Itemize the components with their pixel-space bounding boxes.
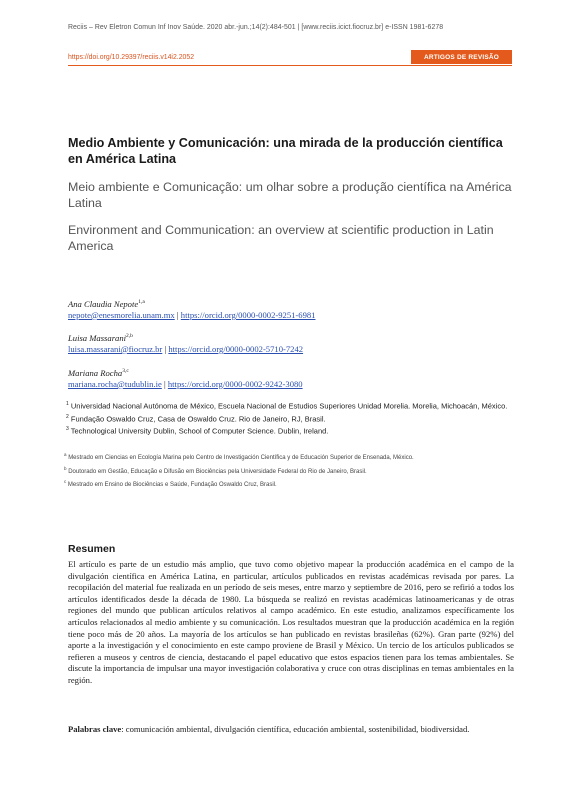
author-superscript: 3,c	[122, 368, 129, 374]
note-text: Mestrado em Ensino de Biociências e Saúde, Fundação Oswaldo Cruz, Brasil.	[67, 482, 277, 488]
abstract-heading: Resumen	[68, 543, 116, 555]
author-orcid-link[interactable]: https://orcid.org/0000-0002-9242-3080	[167, 378, 303, 389]
author-name: Ana Claudia Nepote	[68, 298, 139, 309]
affiliations	[64, 399, 512, 437]
note-superscript: b	[64, 465, 67, 471]
author-notes	[64, 450, 512, 491]
affiliation-superscript: 2	[66, 413, 69, 420]
author-block	[68, 331, 518, 355]
note-item	[64, 450, 512, 464]
header-rule	[68, 65, 512, 66]
affiliation-superscript: 3	[66, 426, 69, 432]
affiliation-item	[64, 412, 512, 425]
author-block	[68, 366, 518, 390]
title-english: Environment and Communication: an overview at scientific production in Latin America	[68, 223, 494, 253]
note-superscript: c	[64, 479, 67, 484]
affiliation-item	[64, 399, 512, 412]
author-email-link[interactable]: luisa.massarani@fiocruz.br	[68, 343, 163, 354]
note-item	[64, 464, 512, 478]
note-text: Mestrado em Ciencias en Ecología Marina pelo Centro de Investigación Científica y de Educación Superior de Ensenada, México.	[68, 455, 414, 461]
separator: |	[164, 343, 167, 354]
section-badge: ARTIGOS DE REVISÃO	[411, 50, 512, 64]
abstract-body: El artículo es parte de un estudio más amplio, que tuvo como objetivo mapear la producción académica en el campo de la divulgación científica en América Latina, en particular, artículos publicados en revistas académicas revisada por pares. La recopilación del material fue realizada en un período de seis meses, entre marzo y septiembre de 2016, pero se refirió a todos los artículos identificados desde la década de 1980. La búsqueda se realizó en revistas académicas latinoamericanas y de otras regiones del mundo que publican artículos relativos al campo académico. En este estudio, analizamos específicamente los artículos relacionados al medio ambiente y su comunicación. Los resultados muestran que la producción académica en la región tiene poco más de 20 años. La mayoría de los artículos se han publicado en revistas brasileñas (62%). Gran parte (92%) del aporte a la investigación y el conocimiento en este campo proviene de Brasil y México. Un tercio de los artículos publicados se refieren a museos y centros de ciencia, destacando el papel educativo que estos espacios tienen para los temas ambientales. Se discute la importancia de impulsar una mayor investigación colaborativa y cruce con otras disciplinas en temas ambientales en la región.	[68, 559, 514, 685]
affiliation-text: Universidad Nacional Autónoma de México, Escuela Nacional de Estudios Superiores Unidad Morelia. Morelia, Michoacán, México.	[70, 401, 508, 411]
doi-link[interactable]: https://doi.org/10.29397/reciis.v14i2.2052	[68, 54, 195, 61]
keywords-label: Palabras clave	[68, 724, 122, 734]
keywords-text: : comunicación ambiental, divulgación científica, educación ambiental, sostenibilidad, biodiversidad.	[121, 724, 470, 734]
author-name: Luisa Massarani	[68, 332, 127, 343]
title-spanish: Medio Ambiente y Comunicación: una mirada de la producción científica en América Latina	[68, 136, 503, 166]
keywords	[68, 724, 514, 736]
affiliation-item	[64, 424, 512, 437]
author-email-link[interactable]: nepote@enesmorelia.unam.mx	[68, 309, 175, 320]
author-superscript: 1,a	[138, 299, 145, 305]
affiliation-text: Technological University Dublin, School of Computer Science. Dublin, Ireland.	[70, 426, 329, 436]
author-orcid-link[interactable]: https://orcid.org/0000-0002-9251-6981	[180, 309, 316, 320]
author-superscript: 2,b	[126, 333, 133, 339]
note-text: Doutorado em Gestão, Educação e Difusão em Biociências pela Universidade Federal do Rio de Janeiro, Brasil.	[68, 468, 367, 475]
separator: |	[163, 378, 166, 389]
note-superscript: a	[64, 452, 67, 457]
affiliation-text: Fundação Oswaldo Cruz, Casa de Oswaldo Cruz. Rio de Janeiro, RJ, Brasil.	[70, 414, 326, 423]
author-name: Mariana Rocha	[68, 367, 123, 378]
author-orcid-link[interactable]: https://orcid.org/0000-0002-5710-7242	[168, 343, 304, 354]
affiliation-superscript: 1	[66, 401, 69, 407]
note-item	[64, 477, 512, 491]
author-email-link[interactable]: mariana.rocha@tudublin.ie	[68, 378, 162, 389]
title-portuguese: Meio ambiente e Comunicação: um olhar sobre a produção científica na América Latina	[68, 180, 512, 210]
separator: |	[176, 309, 179, 320]
author-block	[68, 297, 518, 321]
running-header: Reciis – Rev Eletron Comun Inf Inov Saúde. 2020 abr.-jun.;14(2):484-501 | [www.reciis.icict.fiocruz.br] e-ISSN 1981-6278	[68, 24, 444, 31]
